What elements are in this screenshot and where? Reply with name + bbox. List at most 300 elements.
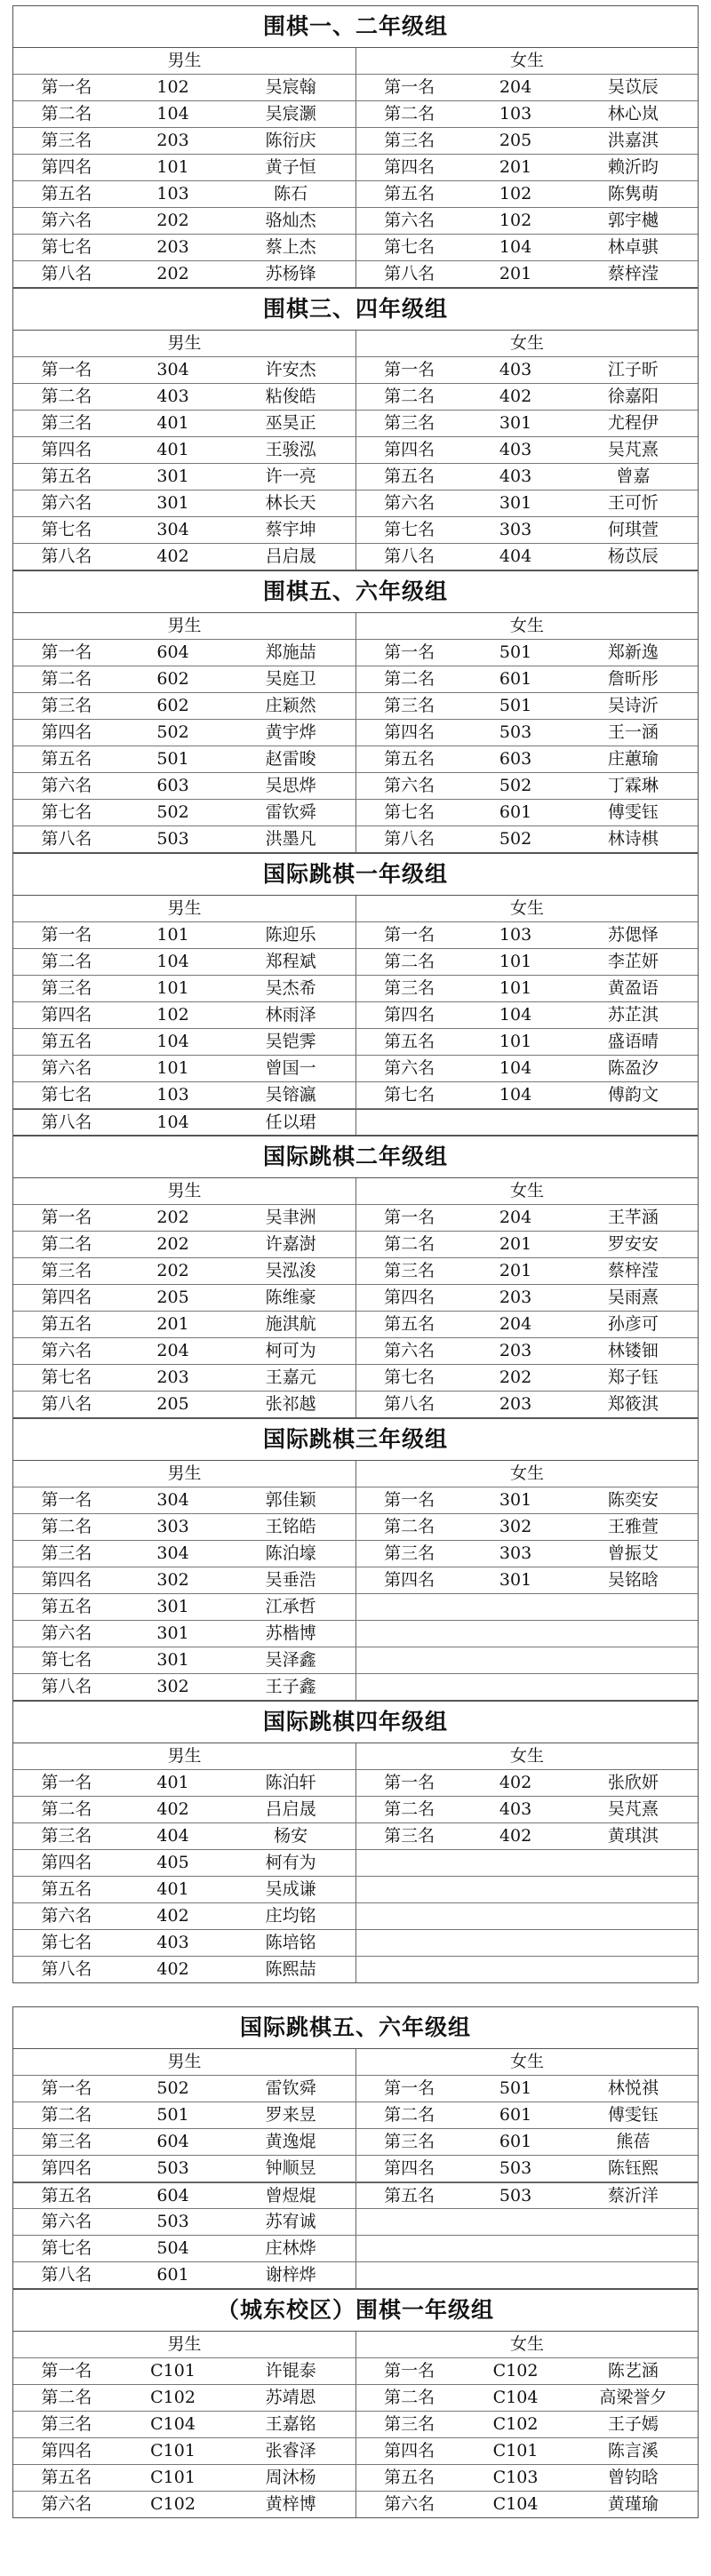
section-title: （城东校区）围棋一年级组 — [13, 2290, 698, 2332]
girls-header-label: 女生 — [509, 616, 544, 635]
boys-entry — [13, 208, 356, 234]
class-number: 203 — [156, 237, 189, 257]
table-row — [13, 208, 698, 235]
section-table — [12, 570, 699, 853]
boys-header-label: 男生 — [167, 1181, 202, 1200]
table-row — [13, 75, 698, 101]
girls-entry — [356, 1487, 698, 1513]
gender-header-row — [13, 48, 698, 75]
table-row — [13, 464, 698, 490]
rank: 第二名 — [384, 2388, 435, 2407]
rank: 第五名 — [41, 1314, 92, 1334]
girls-entry — [356, 155, 698, 180]
class-number: 402 — [156, 546, 189, 566]
girls-entry — [356, 357, 698, 383]
class-number: 205 — [499, 131, 532, 150]
table-row — [13, 773, 698, 800]
girls-entry — [356, 2076, 698, 2101]
class-number: 201 — [499, 157, 532, 177]
girls-entry — [356, 1957, 698, 1982]
class-number: 104 — [156, 1113, 189, 1132]
rank: 第四名 — [384, 440, 435, 459]
student-name: 郑程斌 — [265, 952, 316, 971]
rank: 第六名 — [41, 2212, 92, 2231]
rank: 第三名 — [41, 1261, 92, 1280]
student-name — [569, 2209, 698, 2235]
boys-entry — [13, 773, 356, 799]
boys-header — [13, 331, 356, 356]
student-name: 许嘉澍 — [265, 1234, 316, 1254]
table-row — [13, 181, 698, 208]
girls-entry — [356, 976, 698, 1001]
boys-entry — [13, 411, 356, 436]
boys-header — [13, 1178, 356, 1204]
girls-entry — [356, 773, 698, 799]
class-number: 302 — [156, 1677, 189, 1696]
girls-header-label: 女生 — [509, 898, 544, 918]
girls-entry — [356, 1205, 698, 1231]
table-row — [13, 2438, 698, 2465]
class-number: 603 — [156, 776, 189, 795]
rank — [356, 1903, 462, 1929]
boys-entry — [13, 2262, 356, 2288]
girls-header — [356, 2049, 698, 2075]
class-number: 301 — [499, 493, 532, 513]
student-name: 苏芷淇 — [607, 1005, 659, 1025]
girls-header — [356, 2332, 698, 2357]
girls-entry — [356, 517, 698, 543]
student-name: 林悦祺 — [607, 2078, 659, 2098]
class-number: 501 — [499, 696, 532, 715]
table-row — [13, 1258, 698, 1285]
student-name: 黄琪淇 — [607, 1826, 659, 1846]
boys-entry — [13, 517, 356, 543]
student-name: 罗来昱 — [265, 2105, 316, 2125]
student-name — [569, 1850, 698, 1876]
rank: 第二名 — [41, 952, 92, 971]
girls-entry — [356, 1312, 698, 1337]
rank: 第六名 — [384, 1058, 435, 1078]
rank: 第七名 — [41, 1650, 92, 1670]
student-name: 林心岚 — [607, 104, 659, 124]
section-table — [12, 288, 699, 570]
girls-entry — [356, 666, 698, 692]
student-name: 王铭皓 — [265, 1517, 316, 1536]
girls-entry — [356, 1002, 698, 1028]
girls-entry — [356, 1797, 698, 1822]
class-number: 104 — [156, 1032, 189, 1051]
class-number: C104 — [150, 2414, 196, 2434]
boys-entry — [13, 1930, 356, 1956]
student-name: 蔡梓滢 — [607, 264, 659, 283]
class-number: 201 — [499, 264, 532, 283]
student-name: 吴宸灏 — [265, 104, 316, 124]
rank: 第五名 — [41, 467, 92, 486]
class-number: 403 — [499, 1799, 532, 1819]
class-number: C102 — [492, 2414, 539, 2434]
class-number: 402 — [499, 1826, 532, 1846]
rank: 第六名 — [41, 776, 92, 795]
rank: 第四名 — [41, 157, 92, 177]
rank: 第八名 — [384, 829, 435, 849]
rank: 第二名 — [41, 1799, 92, 1819]
student-name — [569, 1903, 698, 1929]
girls-entry — [356, 2102, 698, 2128]
student-name: 郑子钰 — [607, 1368, 659, 1387]
student-name — [569, 1110, 698, 1135]
girls-entry — [356, 1877, 698, 1902]
student-name: 盛语晴 — [607, 1032, 659, 1051]
class-number: 601 — [156, 2265, 189, 2285]
girls-entry — [356, 2129, 698, 2155]
student-name: 陈维豪 — [265, 1288, 316, 1307]
girls-entry — [356, 437, 698, 463]
student-name: 黄子恒 — [265, 157, 316, 177]
boys-header-label: 男生 — [167, 2334, 202, 2354]
class-number: C101 — [150, 2468, 196, 2487]
boys-entry — [13, 1082, 356, 1108]
class-number: 101 — [156, 925, 189, 945]
boys-entry — [13, 181, 356, 207]
student-name — [569, 2262, 698, 2288]
boys-entry — [13, 666, 356, 692]
girls-entry — [356, 128, 698, 154]
boys-entry — [13, 1514, 356, 1540]
class-number — [462, 2209, 568, 2235]
boys-header-label: 男生 — [167, 898, 202, 918]
class-number: 405 — [156, 1853, 189, 1872]
table-row — [13, 1850, 698, 1877]
class-number: 201 — [499, 1261, 532, 1280]
section-table — [12, 853, 699, 1136]
section-table — [12, 1701, 699, 1983]
class-number: 304 — [156, 360, 189, 379]
student-name: 张欣妍 — [607, 1773, 659, 1792]
table-row — [13, 2102, 698, 2129]
class-number: 301 — [156, 1650, 189, 1670]
student-name — [569, 2236, 698, 2261]
girls-entry — [356, 1770, 698, 1796]
girls-entry — [356, 1594, 698, 1620]
boys-entry — [13, 2438, 356, 2464]
student-name: 吴成谦 — [265, 1879, 316, 1899]
rank: 第五名 — [384, 467, 435, 486]
class-number — [462, 1621, 568, 1647]
class-number: 301 — [156, 467, 189, 486]
class-number: 301 — [499, 413, 532, 433]
table-row — [13, 976, 698, 1002]
rank: 第七名 — [41, 1933, 92, 1952]
section-title: 国际跳棋四年级组 — [13, 1702, 698, 1743]
table-row — [13, 261, 698, 287]
table-row — [13, 1285, 698, 1312]
boys-entry — [13, 1232, 356, 1257]
class-number: 604 — [156, 642, 189, 662]
student-name: 钟顺昱 — [265, 2158, 316, 2178]
class-number: 104 — [499, 237, 532, 257]
student-name: 吴铠霁 — [265, 1032, 316, 1051]
table-row — [13, 826, 698, 852]
rank: 第八名 — [384, 264, 435, 283]
class-number — [462, 1903, 568, 1929]
boys-entry — [13, 75, 356, 100]
student-name: 郑新逸 — [607, 642, 659, 662]
table-row — [13, 2076, 698, 2102]
girls-header-label: 女生 — [509, 1746, 544, 1766]
student-name: 吴诗沂 — [607, 696, 659, 715]
rank: 第四名 — [41, 1570, 92, 1590]
student-name: 苏楷博 — [265, 1623, 316, 1643]
boys-entry — [13, 357, 356, 383]
student-name: 李芷妍 — [607, 952, 659, 971]
boys-entry — [13, 720, 356, 746]
rank: 第一名 — [384, 1490, 435, 1510]
rank: 第三名 — [41, 1826, 92, 1846]
boys-entry — [13, 155, 356, 180]
student-name: 徐嘉阳 — [607, 387, 659, 406]
class-number: 104 — [499, 1058, 532, 1078]
rank: 第四名 — [41, 2158, 92, 2178]
class-number — [462, 1850, 568, 1876]
rank: 第四名 — [384, 1288, 435, 1307]
section-table — [12, 2006, 699, 2289]
rank: 第二名 — [384, 387, 435, 406]
table-row — [13, 1056, 698, 1082]
class-number: 403 — [499, 467, 532, 486]
class-number: 402 — [156, 1799, 189, 1819]
class-number: 104 — [156, 952, 189, 971]
class-number: 503 — [156, 829, 189, 849]
rank: 第六名 — [41, 1623, 92, 1643]
rank: 第七名 — [41, 2238, 92, 2258]
rank: 第八名 — [41, 546, 92, 566]
boys-entry — [13, 1002, 356, 1028]
girls-header-label: 女生 — [509, 2334, 544, 2354]
rank: 第一名 — [384, 925, 435, 945]
rank: 第二名 — [384, 669, 435, 689]
rank: 第五名 — [384, 1032, 435, 1051]
student-name: 王嘉元 — [265, 1368, 316, 1387]
boys-header — [13, 1461, 356, 1487]
student-name: 黄瑾瑜 — [607, 2494, 659, 2514]
boys-header — [13, 1743, 356, 1769]
student-name: 陈迎乐 — [265, 925, 316, 945]
girls-entry — [356, 1029, 698, 1055]
student-name: 庄蕙瑜 — [607, 749, 659, 769]
girls-entry — [356, 1082, 698, 1108]
rank: 第五名 — [41, 2186, 92, 2205]
student-name — [569, 1621, 698, 1647]
class-number: 402 — [156, 1959, 189, 1979]
student-name: 庄林烨 — [265, 2238, 316, 2258]
class-number: 501 — [156, 2105, 189, 2125]
girls-entry — [356, 2262, 698, 2288]
section-title: 围棋三、四年级组 — [13, 289, 698, 331]
student-name: 张祁越 — [265, 1394, 316, 1414]
student-name: 骆灿杰 — [265, 211, 316, 230]
rank — [356, 1647, 462, 1673]
rank: 第一名 — [384, 2361, 435, 2381]
student-name: 林长天 — [265, 493, 316, 513]
student-name: 许安杰 — [265, 360, 316, 379]
gender-header-row — [13, 1743, 698, 1770]
girls-entry — [356, 2465, 698, 2491]
student-name — [569, 1930, 698, 1956]
class-number: C102 — [150, 2494, 196, 2514]
table-row — [13, 101, 698, 128]
student-name: 傅韵文 — [607, 1085, 659, 1105]
student-name: 曾振艾 — [607, 1543, 659, 1563]
boys-header — [13, 2332, 356, 2357]
rank: 第三名 — [384, 2414, 435, 2434]
student-name: 尤程伊 — [607, 413, 659, 433]
table-row — [13, 384, 698, 411]
class-number: 101 — [499, 978, 532, 998]
student-name: 王嘉铭 — [265, 2414, 316, 2434]
class-number: 201 — [156, 1314, 189, 1334]
boys-header-label: 男生 — [167, 1746, 202, 1766]
girls-entry — [356, 208, 698, 234]
class-number: 503 — [156, 2212, 189, 2231]
rank: 第六名 — [41, 1906, 92, 1926]
gender-header-row — [13, 2049, 698, 2076]
class-number: 303 — [499, 1543, 532, 1563]
class-number: 203 — [156, 131, 189, 150]
girls-header-label: 女生 — [509, 1463, 544, 1483]
girls-entry — [356, 826, 698, 852]
boys-entry — [13, 1338, 356, 1364]
student-name: 吴苡辰 — [607, 77, 659, 97]
boys-entry — [13, 2385, 356, 2411]
student-name: 苏靖恩 — [265, 2388, 316, 2407]
class-number: 202 — [499, 1368, 532, 1387]
rank: 第二名 — [384, 104, 435, 124]
student-name: 王芊涵 — [607, 1208, 659, 1227]
rank: 第一名 — [41, 925, 92, 945]
table-row — [13, 666, 698, 693]
girls-entry — [356, 1056, 698, 1081]
student-name: 曾煜焜 — [265, 2186, 316, 2205]
rank: 第四名 — [41, 1288, 92, 1307]
rank: 第二名 — [384, 1799, 435, 1819]
student-name: 陈衍庆 — [265, 131, 316, 150]
rank: 第六名 — [384, 211, 435, 230]
rank: 第四名 — [384, 722, 435, 742]
girls-header — [356, 48, 698, 74]
class-number: 204 — [499, 1314, 532, 1334]
rank: 第八名 — [41, 2265, 92, 2285]
class-number: C102 — [150, 2388, 196, 2407]
rank: 第五名 — [384, 2186, 435, 2205]
rank: 第三名 — [384, 131, 435, 150]
class-number: 304 — [156, 1543, 189, 1563]
rank: 第四名 — [384, 2441, 435, 2460]
rank: 第三名 — [384, 1543, 435, 1563]
class-number: C104 — [492, 2388, 539, 2407]
table-row — [13, 2129, 698, 2156]
boys-entry — [13, 261, 356, 287]
gender-header-row — [13, 1178, 698, 1205]
girls-header — [356, 896, 698, 921]
class-number: 103 — [499, 925, 532, 945]
class-number: 104 — [499, 1085, 532, 1105]
class-number: 601 — [499, 669, 532, 689]
table-row — [13, 1002, 698, 1029]
student-name: 王可忻 — [607, 493, 659, 513]
student-name: 郭佳颖 — [265, 1490, 316, 1510]
boys-entry — [13, 1797, 356, 1822]
rank — [356, 1621, 462, 1647]
class-number — [462, 1957, 568, 1982]
class-number: 403 — [499, 360, 532, 379]
rank: 第四名 — [41, 1005, 92, 1025]
class-number: 205 — [156, 1288, 189, 1307]
class-number: 201 — [499, 1234, 532, 1254]
class-number: 502 — [499, 829, 532, 849]
class-number: 504 — [156, 2238, 189, 2258]
boys-entry — [13, 101, 356, 127]
student-name: 雷钦舜 — [265, 802, 316, 822]
student-name: 赵雷晙 — [265, 749, 316, 769]
rank: 第三名 — [41, 2132, 92, 2151]
boys-entry — [13, 1647, 356, 1673]
student-name: 吴泓浚 — [265, 1261, 316, 1280]
rank: 第二名 — [384, 1234, 435, 1254]
girls-entry — [356, 75, 698, 100]
table-row — [13, 693, 698, 720]
section-table — [12, 1136, 699, 1418]
student-name: 蔡宇坤 — [265, 520, 316, 539]
student-name: 洪嘉淇 — [607, 131, 659, 150]
table-row — [13, 544, 698, 570]
class-number: 203 — [499, 1394, 532, 1414]
rank: 第五名 — [384, 1314, 435, 1334]
student-name: 吴思烨 — [265, 776, 316, 795]
girls-entry — [356, 800, 698, 825]
rank: 第八名 — [41, 1113, 92, 1132]
rank: 第一名 — [41, 360, 92, 379]
class-number: 501 — [499, 642, 532, 662]
student-name: 林卓骐 — [607, 237, 659, 257]
class-number — [462, 1594, 568, 1620]
student-name: 黄逸焜 — [265, 2132, 316, 2151]
rank: 第八名 — [384, 546, 435, 566]
table-row — [13, 1957, 698, 1982]
class-number: 501 — [499, 2078, 532, 2098]
class-number: 503 — [499, 722, 532, 742]
table-row — [13, 949, 698, 976]
table-row — [13, 1312, 698, 1338]
rank: 第四名 — [41, 1853, 92, 1872]
table-row — [13, 2465, 698, 2492]
class-number: 502 — [156, 2078, 189, 2098]
girls-entry — [356, 2183, 698, 2208]
student-name: 王一涵 — [607, 722, 659, 742]
rank: 第四名 — [384, 1570, 435, 1590]
girls-entry — [356, 922, 698, 948]
student-name: 吴聿洲 — [265, 1208, 316, 1227]
section-table — [12, 2289, 699, 2518]
student-name: 陈盈汐 — [607, 1058, 659, 1078]
boys-entry — [13, 1110, 356, 1135]
girls-entry — [356, 949, 698, 975]
girls-entry — [356, 2209, 698, 2235]
student-name: 柯可为 — [265, 1341, 316, 1360]
gender-header-row — [13, 1461, 698, 1487]
table-row — [13, 1487, 698, 1514]
rank: 第八名 — [41, 264, 92, 283]
table-row — [13, 2262, 698, 2288]
